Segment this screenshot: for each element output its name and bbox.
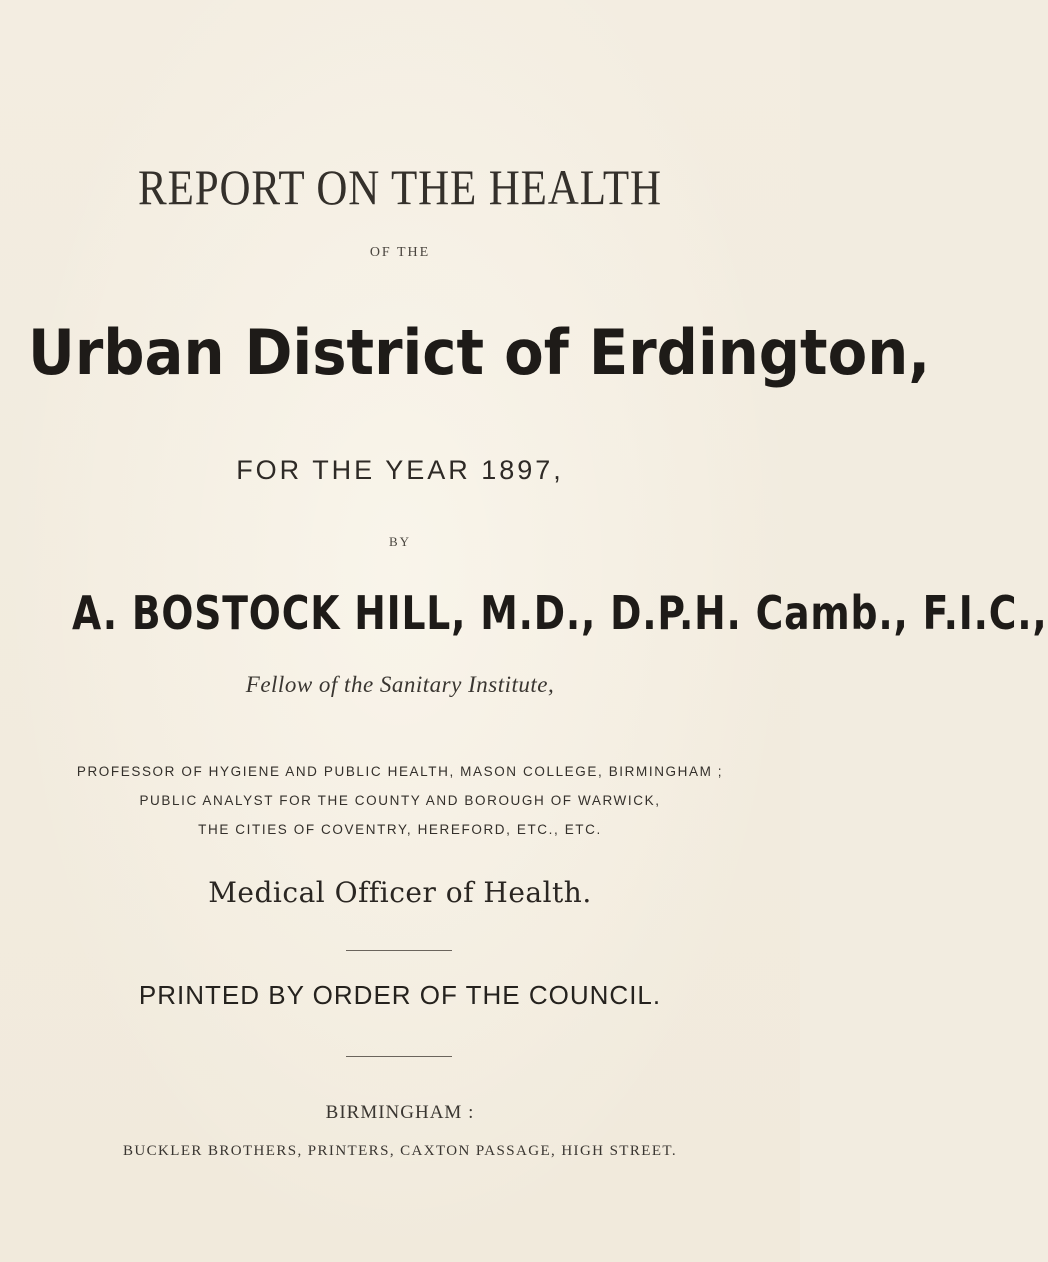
credential-line: PUBLIC ANALYST FOR THE COUNTY AND BOROUGH OF WARWICK, <box>139 793 661 808</box>
role-line: Medical Officer of Health. <box>208 876 592 909</box>
of-the-label: OF THE <box>369 245 431 260</box>
fellow-line: Fellow of the Sanitary Institute, <box>245 672 555 697</box>
printers-line: BUCKLER BROTHERS, PRINTERS, CAXTON PASSAGE, HIGH STREET. <box>122 1143 677 1159</box>
divider-bottom <box>346 1056 452 1057</box>
credential-line: PROFESSOR OF HYGIENE AND PUBLIC HEALTH, MASON COLLEGE, BIRMINGHAM ; <box>76 764 724 779</box>
credential-line: THE CITIES OF COVENTRY, HEREFORD, ETC., ETC. <box>198 822 602 837</box>
author-name: A. BOSTOCK HILL, M.D., D.P.H. Camb., F.I.C., <box>72 586 1048 640</box>
district-heading: Urban District of Erdington, <box>28 316 931 389</box>
year-line: FOR THE YEAR 1897, <box>236 455 564 485</box>
place-line: BIRMINGHAM : <box>325 1102 475 1123</box>
by-label: BY <box>388 534 412 549</box>
report-title: REPORT ON THE HEALTH <box>138 159 662 215</box>
divider-top <box>346 950 452 951</box>
printed-by-line: PRINTED BY ORDER OF THE COUNCIL. <box>138 980 662 1010</box>
